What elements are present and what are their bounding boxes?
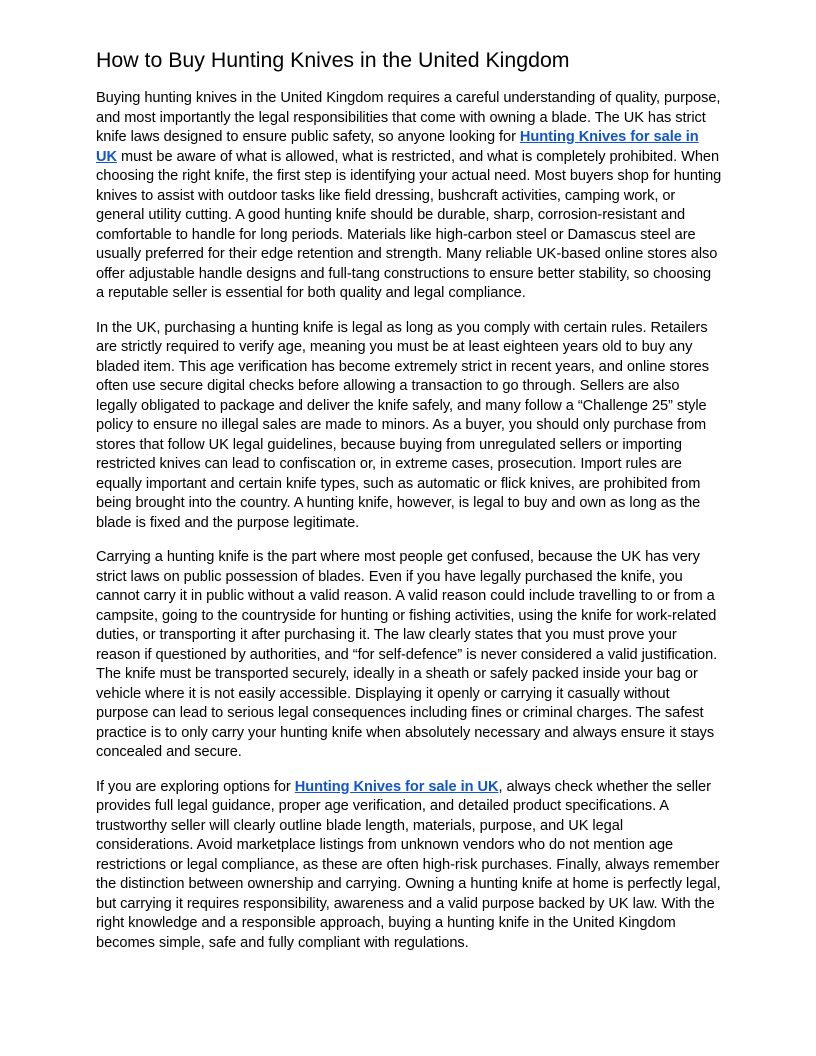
document-page <box>96 46 722 968</box>
paragraph-1-text-before: Buying hunting knives in the United Kingdom requires a careful understanding of quality, purpose, and most importantly the legal responsibilities that come with owning a blade. The UK has strict knife laws designed to ensure public safety, so anyone looking for <box>96 90 721 145</box>
page-title: How to Buy Hunting Knives in the United Kingdom <box>96 48 570 72</box>
paragraph-2: In the UK, purchasing a hunting knife is legal as long as you comply with certain rules. Retailers are strictly required to verify age, meaning you must be at least eighteen years old to buy any bladed item. This age verification has become extremely strict in recent years, and online stores often use secure digital checks before allowing a transaction to go through. Sellers are also legally obligated to package and deliver the knife safely, and many follow a “Challenge 25” style policy to ensure no illegal sales are made to minors. As a buyer, you should only purchase from stores that follow UK legal guidelines, because buying from unregulated sellers or importing restricted knives can lead to confiscation or, in extreme cases, prosecution. Import rules are equally important and certain knife types, such as automatic or flick knives, are prohibited from being brought into the country. A hunting knife, however, is legal to buy and own as long as the blade is fixed and the purpose legitimate. <box>96 319 709 531</box>
paragraph-4 <box>96 778 722 954</box>
hunting-knives-link-2[interactable]: Hunting Knives for sale in UK <box>294 778 499 795</box>
paragraph-4-text-before: If you are exploring options for <box>96 778 295 795</box>
paragraph-1-text-after: must be aware of what is allowed, what is restricted, and what is completely prohibited. When choosing the right knife, the first step is identifying your actual need. Most buyers shop for hunting knives to assist with outdoor tasks like field dressing, bushcraft activities, camping work, or general utility cutting. A good hunting knife should be durable, sharp, corrosion-resistant and comfortable to handle for long periods. Materials like high-carbon steel or Damascus steel are usually preferred for their edge retention and strength. Many reliable UK-based online stores also offer adjustable handle designs and full-tang constructions to ensure better stability, so choosing a reputable seller is essential for both quality and legal compliance. <box>96 148 722 301</box>
hunting-knives-link-1[interactable]: Hunting Knives for sale in UK <box>96 129 699 165</box>
paragraph-1 <box>96 89 722 304</box>
paragraph-3: Carrying a hunting knife is the part where most people get confused, because the UK has very strict laws on public possession of blades. Even if you have legally purchased the knife, you cannot carry it in public without a valid reason. A valid reason could include travelling to or from a campsite, going to the countryside for hunting or fishing activities, using the knife for work-related duties, or transporting it after purchasing it. The law clearly states that you must prove your reason if questioned by authorities, and “for self-defence” is never considered a valid justification. The knife must be transported securely, ideally in a sheath or safely packed inside your bag or vehicle where it is not easily accessible. Displaying it openly or carrying it casually without purpose can lead to serious legal consequences including fines or criminal charges. The safest practice is to only carry your hunting knife when absolutely necessary and always ensure it stays concealed and secure. <box>96 549 718 760</box>
paragraph-4-text-after: , always check whether the seller provides full legal guidance, proper age verification, and detailed product specifications. A trustworthy seller will clearly outline blade length, materials, purpose, and UK legal considerations. Avoid marketplace listings from unknown vendors who do not mention age restrictions or legal compliance, as these are often high-risk purchases. Finally, always remember the distinction between ownership and carrying. Owning a hunting knife at home is perfectly legal, but carrying it requires responsibility, awareness and a valid purpose backed by UK law. With the right knowledge and a responsible approach, buying a hunting knife in the United Kingdom becomes simple, safe and fully compliant with regulations. <box>96 778 721 951</box>
